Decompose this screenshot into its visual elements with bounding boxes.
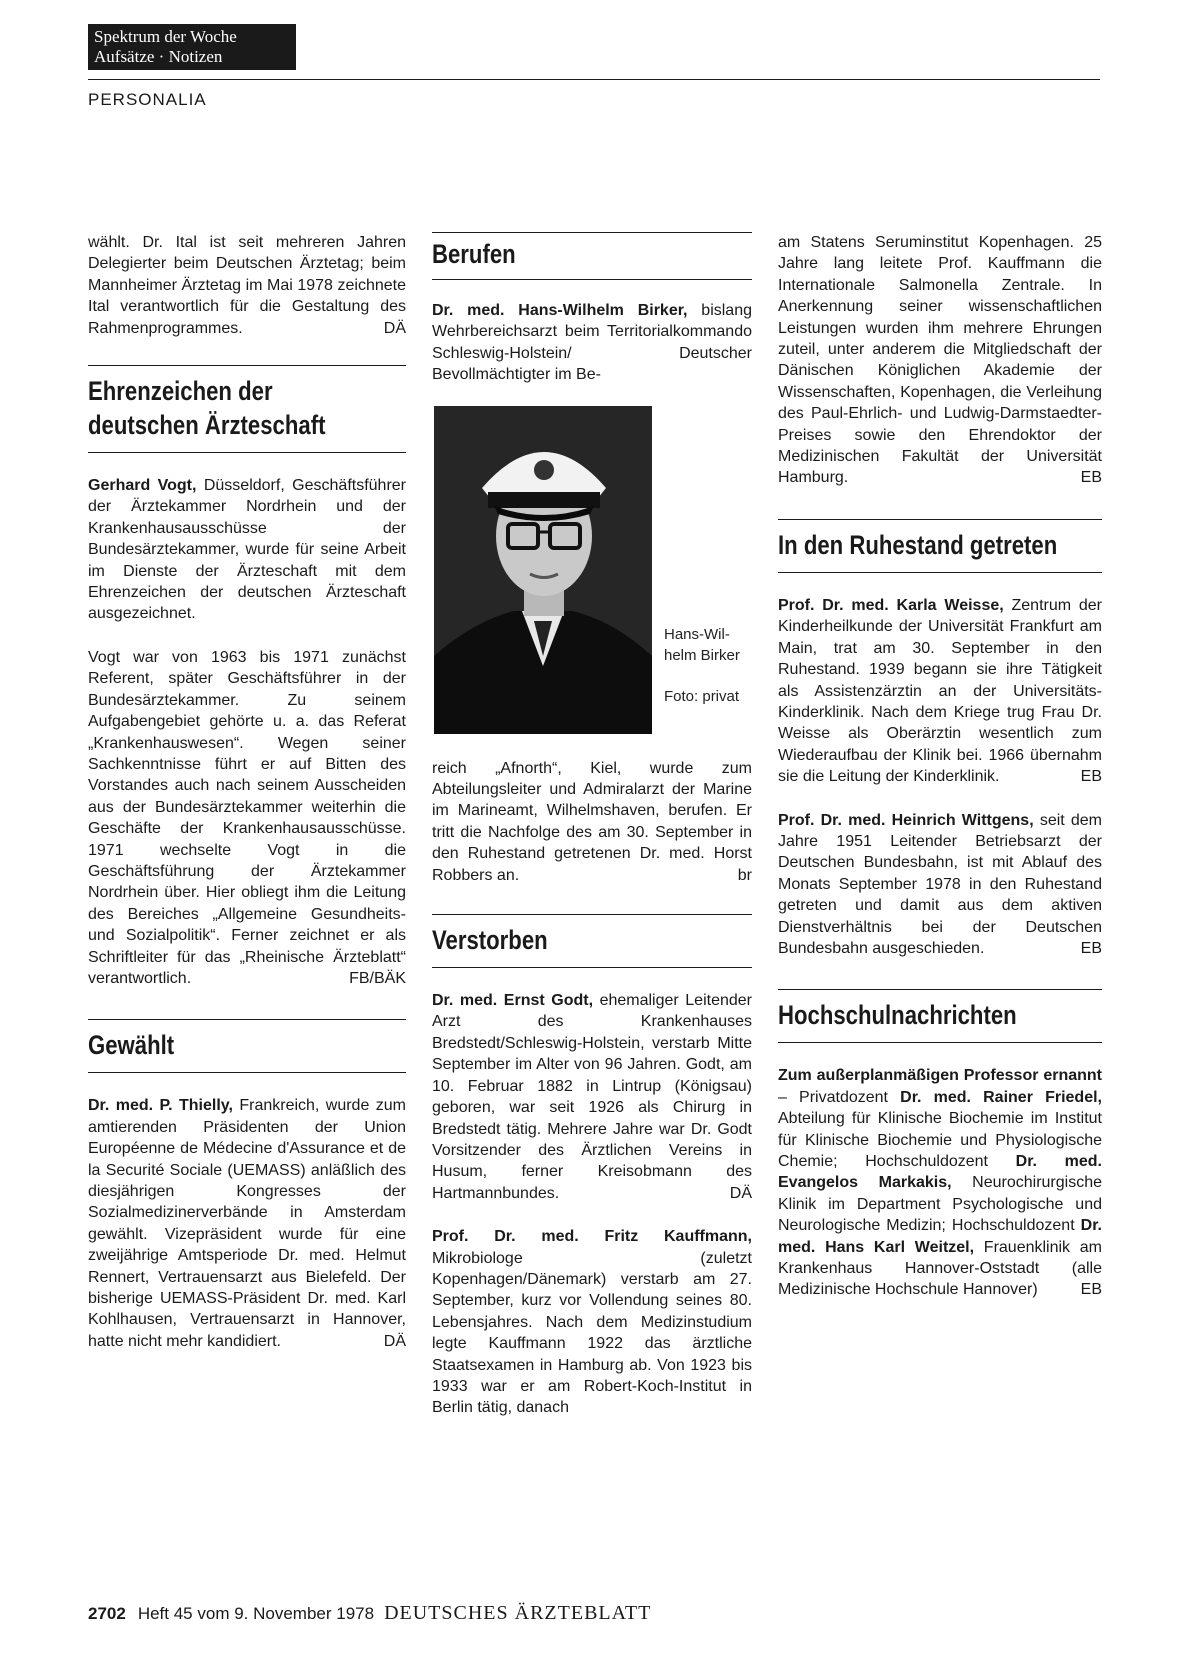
person-name: Prof. Dr. med. Heinrich Wittgens, (778, 811, 1034, 829)
author-signature: EB (1080, 768, 1102, 786)
paragraph-text: bislang Wehrbereichsarzt beim Territorialkommando Schleswig-Holstein/ Deutscher Bevollmächtigter im Be- (432, 302, 753, 384)
section-rule (778, 572, 1102, 573)
paragraph-text: ehemaliger Leitender Arzt des Krankenhauses Bredstedt/Schleswig-Holstein, verstarb Mitte September im Alter von 96 Jahren. Godt, am 10. Februar 1882 in Lintrup (Königsau) geboren, war seit 1926 als Chirurg in Bredstedt tätig. Mehrere Jahre war Dr. Godt Vorsitzender des Ärztlichen Vereins in Husum, ferner Kreisobmann des Hartmannbundes. (432, 992, 752, 1202)
person-name: Dr. med. Hans Karl Weitzel, (778, 1217, 1102, 1256)
paragraph (432, 300, 752, 386)
lead-text: Zum außerplanmäßigen Professor ernannt (778, 1067, 1102, 1085)
paragraph (88, 647, 406, 990)
person-name: Dr. med. Evangelos Markakis, (778, 1153, 1102, 1192)
portrait-photo (434, 406, 652, 734)
paragraph (778, 1065, 1102, 1300)
masthead-line1: Spektrum der Woche (94, 27, 237, 46)
paragraph (778, 232, 1102, 489)
section-rule (432, 914, 752, 915)
paragraph (88, 232, 406, 339)
caption-line: Hans-Wil- (664, 625, 730, 643)
section-rule (778, 989, 1102, 990)
heading-gewaehlt: Gewählt (88, 1030, 175, 1061)
person-name: Dr. med. Ernst Godt, (432, 992, 594, 1010)
section-rule (88, 452, 406, 453)
author-signature: DÄ (729, 1184, 752, 1202)
paragraph-text: Neurochirurgische Klinik im Department Psychologische und Neurologische Medizin; Hochschuldozent (778, 1174, 1102, 1235)
heading-line: Ehrenzeichen der (88, 376, 273, 407)
section-rule (88, 1019, 406, 1020)
photo-caption (664, 624, 740, 666)
column-2 (432, 232, 752, 1419)
portrait-figure (432, 398, 752, 748)
heading-ruhestand: In den Ruhestand getreten (778, 529, 1058, 560)
author-signature: DÄ (383, 1332, 406, 1350)
person-name: Prof. Dr. med. Karla Weisse, (778, 596, 1004, 614)
author-signature: DÄ (383, 319, 406, 337)
page-footer (88, 1602, 651, 1625)
paragraph-text: Frauenklinik am Krankenhaus Hannover-Oststadt (alle Medizinische Hochschule Hannover) (778, 1238, 1103, 1299)
top-rule (88, 79, 1100, 80)
journal-name: DEUTSCHES ÄRZTEBLATT (384, 1602, 652, 1624)
page-number: 2702 (88, 1604, 126, 1623)
author-signature: br (737, 866, 752, 884)
section-label: PERSONALIA (88, 90, 207, 109)
paragraph (778, 595, 1102, 788)
author-signature: FB/BÄK (349, 969, 406, 987)
column-3 (778, 232, 1102, 1301)
section-rule (432, 232, 752, 233)
masthead-line2: Aufsätze · Notizen (94, 47, 223, 66)
masthead (88, 24, 296, 70)
heading-hochschulnachrichten: Hochschulnachrichten (778, 1000, 1017, 1031)
paragraph-text: – Privatdozent (778, 1088, 901, 1106)
section-rule (432, 967, 752, 968)
paragraph-text: Frankreich, wurde zum amtierenden Präsidenten der Union Européenne de Médecine d'Assurance et de la Securité Sociale (UEMASS) anläßlich des diesjährigen Kongresses der Sozialmedizinerverbände in Amsterdam gewählt. Vizepräsident wurde für eine zweijährige Amtsperiode Dr. med. Helmut Rennert, Vertrauensarzt aus Bielefeld. Der bisherige UEMASS-Präsident Dr. med. Karl Kohlhausen, Vertrauensarzt in Hannover, hatte nicht mehr kandidiert. (88, 1097, 406, 1350)
paragraph (88, 1095, 406, 1352)
heading-berufen: Berufen (432, 239, 516, 269)
paragraph-text: reich „Afnorth“, Kiel, wurde zum Abteilungsleiter und Admiralarzt der Marine im Marineamt, Wilhelmshaven, berufen. Er tritt die Nachfolge des am 30. September in den Ruhestand getretenen Dr. med. Horst Robbers an. (432, 759, 752, 884)
paragraph-text: wählt. Dr. Ital ist seit mehreren Jahren Delegierter beim Deutschen Ärztetag; beim Mannheimer Ärztetag im Mai 1978 zeichnete Ital verantwortlich für die Gestaltung des Rahmenprogrammes. (88, 234, 406, 337)
paragraph-text: Mikrobiologe (zuletzt Kopenhagen/Dänemark) verstarb am 27. September, kurz vor Vollendung seines 80. Lebensjahres. Nach dem Medizinstudium legte Kauffmann 1922 das ärztliche Staatsexamen in Hamburg ab. Von 1923 bis 1933 war er am Robert-Koch-Institut in Berlin tätig, danach (432, 1249, 752, 1417)
paragraph (778, 810, 1102, 960)
heading-ehrenzeichen (88, 374, 406, 442)
paragraph-text: seit dem Jahre 1951 Leitender Betriebsarzt der Deutschen Bundesbahn, ist mit Ablauf des Monats September 1978 in den Ruhestand getreten und damit aus dem aktiven Dienstverhältnis bei der Deutschen Bundesbahn ausgeschieden. (778, 811, 1103, 957)
author-signature: EB (1080, 469, 1102, 487)
author-signature: EB (1080, 1281, 1102, 1299)
paragraph (88, 475, 406, 625)
photo-credit: Foto: privat (664, 687, 740, 705)
section-rule (778, 519, 1102, 520)
person-name: Dr. med. Hans-Wilhelm Birker, (432, 302, 688, 319)
caption-line: helm Birker (664, 646, 740, 664)
paragraph (432, 758, 752, 886)
section-rule (88, 365, 406, 366)
person-name: Prof. Dr. med. Fritz Kauffmann, (432, 1228, 752, 1246)
section-rule (778, 1042, 1102, 1043)
heading-verstorben: Verstorben (432, 925, 548, 956)
paragraph-text: Düsseldorf, Geschäftsführer der Ärztekammer Nordrhein und der Krankenhausausschüsse der Bundesärztekammer, wurde für seine Arbeit im Dienste der Ärzteschaft mit dem Ehrenzeichen der deutschen Ärzteschaft ausgezeichnet. (88, 477, 406, 623)
section-rule (88, 1072, 406, 1073)
paragraph-text: Vogt war von 1963 bis 1971 zunächst Referent, später Geschäftsführer in der Bundesärztekammer. Zu seinem Aufgabengebiet gehörte u. a. das Referat „Krankenhauswesen“. Wegen seiner Sachkenntnisse führt er auf Bitten des Vorstandes auch nach seinem Ausscheiden aus der Bundesärztekammer weiterhin die Geschäfte der Krankenhausausschüsse. 1971 wechselte Vogt in die Geschäftsführung der Ärztekammer Nordrhein über. Hier obliegt ihm die Leitung des Bereiches „Allgemeine Gesundheits- und Sozialpolitik“. Ferner zeichnet er als Schriftleiter für das „Rheinische Ärzteblatt“ verantwortlich. (88, 648, 406, 987)
person-name: Dr. med. P. Thielly, (88, 1097, 233, 1115)
paragraph-text: am Statens Seruminstitut Kopenhagen. 25 Jahre lang leitete Prof. Kauffmann die Internationale Salmonella Zentrale. In Anerkennung seiner wissenschaftlichen Leistungen wurden ihm mehrere Ehrungen zuteil, unter anderem die Mitgliedschaft der Dänischen Königlichen Akademie der Wissenschaften, Kopenhagen, die Verleihung des Paul-Ehrlich- und Ludwig-Darmstaedter-Preises sowie den Ehrendoktor der Medizinischen Fakultät der Universität Hamburg. (778, 234, 1102, 487)
section-rule (432, 279, 752, 280)
paragraph (432, 1226, 752, 1419)
author-signature: EB (1080, 939, 1102, 957)
column-1 (88, 232, 406, 1352)
person-name: Dr. med. Rainer Friedel, (900, 1088, 1102, 1106)
paragraph (432, 990, 752, 1204)
person-name: Gerhard Vogt, (88, 477, 197, 495)
paragraph-text: Zentrum der Kinderheilkunde der Universität Frankfurt am Main, trat am 30. September in den Ruhestand. 1939 begann sie ihre Tätigkeit als Assistenzärztin an der Universitäts-Kinderklinik. Nach dem Kriege trug Frau Dr. Weisse als Oberärztin wesentlich zum Wiederaufbau der Klinik bei. 1966 übernahm sie die Leitung der Kinderklinik. (778, 596, 1102, 786)
issue-info: Heft 45 vom 9. November 1978 (137, 1604, 375, 1623)
heading-line: deutschen Ärzteschaft (88, 410, 326, 441)
paragraph-text: Abteilung für Klinische Biochemie im Institut für Klinische Biochemie und Physiologische Chemie; Hochschuldozent (778, 1110, 1102, 1170)
